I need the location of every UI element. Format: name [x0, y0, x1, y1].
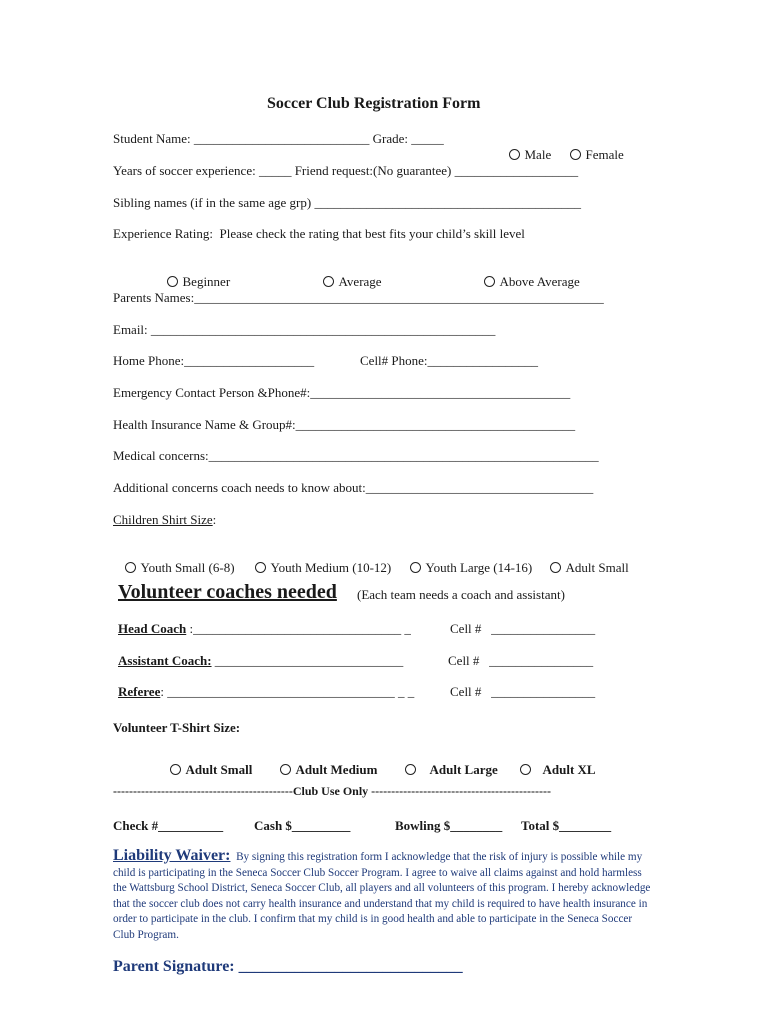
radio-icon[interactable] — [570, 149, 581, 160]
experience-friend-field[interactable]: Years of soccer experience: _____ Friend request:(No guarantee) ___________________ — [113, 163, 579, 178]
shirt-youth-large-option[interactable]: Youth Large (14-16) — [403, 544, 532, 576]
radio-icon[interactable] — [170, 764, 181, 775]
liability-waiver-text: By signing this registration form I acknowledge that the risk of injury is possible while my child is participating in the Seneca Soccer Club Soccer Program. I agree to waive all claims against and hold harmless the Wattsburg School District, Seneca Soccer Club, all players and all volunteers of this program. I hereby acknowledge that the soccer club does not carry health insurance and understand that my child is required to have health insurance in order to participate in the club. I confirm that my child is in good health and able to participate in the Seneca Soccer Club Program. — [113, 851, 651, 941]
liability-waiver — [113, 848, 653, 944]
radio-icon[interactable] — [484, 276, 495, 287]
email-field[interactable]: Email: _____________________________________________________ — [113, 322, 496, 337]
radio-icon[interactable] — [255, 562, 266, 573]
emergency-contact-field[interactable]: Emergency Contact Person &Phone#:________________________________________ — [113, 385, 571, 400]
student-name-grade-field[interactable]: Student Name: ___________________________ Grade: _____ — [113, 131, 444, 146]
bowling-field[interactable]: Bowling $________ — [395, 818, 503, 833]
gender-male-option[interactable]: Male — [502, 131, 551, 163]
children-shirt-size-heading: Children Shirt Size: — [113, 512, 217, 527]
head-coach-label: Head Coach — [118, 621, 187, 636]
radio-icon[interactable] — [167, 276, 178, 287]
rating-beginner-option[interactable]: Beginner — [160, 258, 230, 290]
volunteer-heading: Volunteer coaches needed — [118, 581, 337, 603]
radio-icon[interactable] — [125, 562, 136, 573]
rating-average-option[interactable]: Average — [316, 258, 382, 290]
radio-icon[interactable] — [323, 276, 334, 287]
health-insurance-field[interactable]: Health Insurance Name & Group#:___________________________________________ — [113, 417, 576, 432]
volunteer-tshirt-heading: Volunteer T-Shirt Size: — [113, 720, 241, 735]
tshirt-adult-medium-option[interactable]: Adult Medium — [273, 746, 377, 778]
volunteer-note: (Each team needs a coach and assistant) — [357, 587, 565, 602]
form-title: Soccer Club Registration Form — [267, 95, 481, 112]
rating-above-average-option[interactable]: Above Average — [477, 258, 580, 290]
radio-icon[interactable] — [405, 764, 416, 775]
radio-icon[interactable] — [520, 764, 531, 775]
shirt-youth-medium-option[interactable]: Youth Medium (10-12) — [248, 544, 391, 576]
head-coach-cell-field[interactable]: Cell # ________________ — [450, 621, 596, 636]
liability-waiver-heading: Liability Waiver: — [113, 847, 231, 864]
additional-concerns-field[interactable]: Additional concerns coach needs to know about:___________________________________ — [113, 480, 594, 495]
gender-female-option[interactable]: Female — [563, 131, 624, 163]
radio-icon[interactable] — [550, 562, 561, 573]
assistant-coach-cell-field[interactable]: Cell # ________________ — [448, 653, 594, 668]
cash-field[interactable]: Cash $_________ — [254, 818, 351, 833]
medical-concerns-field[interactable]: Medical concerns:____________________________________________________________ — [113, 448, 599, 463]
radio-icon[interactable] — [280, 764, 291, 775]
radio-icon[interactable] — [509, 149, 520, 160]
tshirt-adult-large-option[interactable]: Adult Large — [398, 746, 498, 778]
parents-names-field[interactable]: Parents Names:_______________________________________________________________ — [113, 290, 604, 305]
total-field[interactable]: Total $________ — [521, 818, 612, 833]
referee-field[interactable]: Referee: ___________________________________ _ _ — [118, 684, 415, 699]
home-phone-field[interactable]: Home Phone:____________________ — [113, 353, 315, 368]
shirt-youth-small-option[interactable]: Youth Small (6-8) — [118, 544, 235, 576]
check-number-field[interactable]: Check #__________ — [113, 818, 224, 833]
experience-rating-prompt: Experience Rating: Please check the rating that best fits your child’s skill level — [113, 226, 525, 241]
assistant-coach-label: Assistant Coach: — [118, 653, 212, 668]
shirt-adult-small-option[interactable]: Adult Small — [543, 544, 629, 576]
tshirt-adult-xl-option[interactable]: Adult XL — [513, 746, 596, 778]
tshirt-adult-small-option[interactable]: Adult Small — [163, 746, 252, 778]
referee-cell-field[interactable]: Cell # ________________ — [450, 684, 596, 699]
referee-label: Referee — [118, 684, 161, 699]
assistant-coach-field[interactable]: Assistant Coach: _____________________________ — [118, 653, 404, 668]
head-coach-field[interactable]: Head Coach :________________________________ _ — [118, 621, 411, 636]
parent-signature-field[interactable]: Parent Signature: ____________________________ — [113, 958, 463, 975]
sibling-names-field[interactable]: Sibling names (if in the same age grp) _________________________________________ — [113, 195, 581, 210]
radio-icon[interactable] — [410, 562, 421, 573]
parent-signature-label: Parent Signature: — [113, 958, 235, 975]
club-use-only-divider: ---------------------------------------------Club Use Only --------------------------------------------- — [113, 784, 551, 798]
cell-phone-field[interactable]: Cell# Phone:_________________ — [360, 353, 539, 368]
